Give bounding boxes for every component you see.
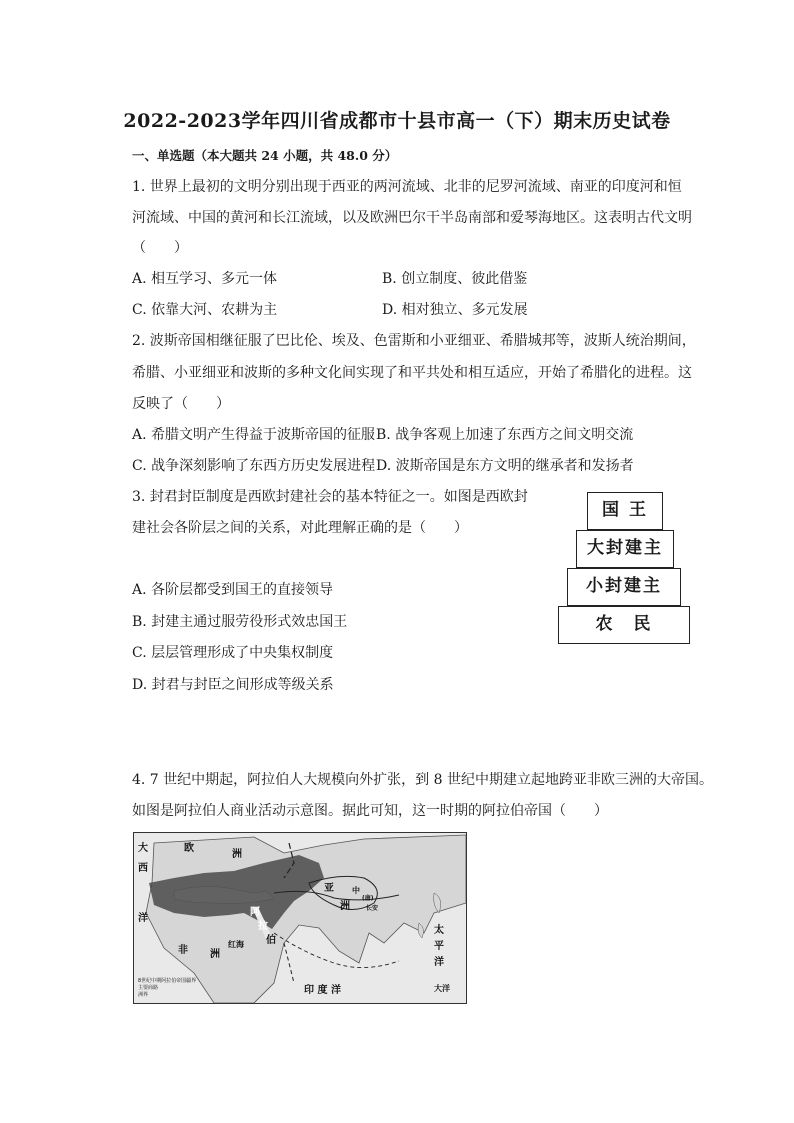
q2-line-3: 反映了（ ） <box>132 396 230 412</box>
map-label-tang: (唐) <box>362 895 374 902</box>
q1-option-a[interactable]: A. 相互学习、多元一体 <box>132 271 278 287</box>
map-label-atlantic-2: 西 <box>138 863 148 874</box>
q4-line-1: 4. 7 世纪中期起，阿拉伯人大规模向外扩张，到 8 世纪中期建立起地跨亚非欧三洲的大帝国。 <box>132 772 713 788</box>
map-label-asia-2: 洲 <box>340 901 350 912</box>
q3-option-c[interactable]: C. 层层管理形成了中央集权制度 <box>132 645 334 661</box>
map-label-red-sea: 红海 <box>228 940 244 949</box>
q2-option-b[interactable]: B. 战争客观上加速了东西方之间文明交流 <box>376 427 634 443</box>
pyramid-great-lords: 大封建主 <box>576 530 674 568</box>
q1-option-b[interactable]: B. 创立制度、彼此借鉴 <box>382 271 528 287</box>
map-label-pacific-2: 平 <box>434 941 444 952</box>
map-label-pacific-3: 洋 <box>434 957 444 968</box>
legend-empire-border: 8世纪中期阿拉伯帝国疆界 <box>138 978 197 984</box>
page-title: 2022-2023学年四川省成都市十县市高一（下）期末历史试卷 <box>123 110 671 132</box>
map-label-pacific-1: 太 <box>434 925 444 936</box>
q3-option-a[interactable]: A. 各阶层都受到国王的直接领导 <box>132 582 334 598</box>
q2-option-a[interactable]: A. 希腊文明产生得益于波斯帝国的征服 <box>132 427 376 443</box>
map-label-africa-2: 洲 <box>210 949 220 960</box>
q2-option-d[interactable]: D. 波斯帝国是东方文明的继承者和发扬者 <box>376 458 634 474</box>
map-label-indian-ocean: 印 度 洋 <box>304 985 341 996</box>
q1-line-2: 河流域、中国的黄河和长江流域，以及欧洲巴尔干半岛南部和爱琴海地区。这表明古代文明 <box>132 210 692 226</box>
q1-option-c[interactable]: C. 依靠大河、农耕为主 <box>132 302 278 318</box>
q1-line-1: 1. 世界上最初的文明分别出现于西亚的两河流域、北非的尼罗河流域、南亚的印度河和恒 <box>132 179 682 195</box>
q2-line-1: 2. 波斯帝国相继征服了巴比伦、埃及、色雷斯和小亚细亚、希腊城邦等，波斯人统治期间， <box>132 333 696 349</box>
q3-line-2: 建社会各阶层之间的关系，对此理解正确的是（ ） <box>132 520 468 536</box>
section-heading: 一、单选题（本大题共 24 小题，共 48.0 分） <box>132 148 398 163</box>
map-label-atlantic-1: 大 <box>138 843 148 854</box>
map-label-arabia-2: 拉 <box>258 921 268 932</box>
map-label-ocean-corner: 大洋 <box>434 984 450 993</box>
q1-option-d[interactable]: D. 相对独立、多元发展 <box>382 302 528 318</box>
q4-line-2: 如图是阿拉伯人商业活动示意图。据此可知，这一时期的阿拉伯帝国（ ） <box>132 803 608 819</box>
pyramid-lesser-lords: 小封建主 <box>567 568 681 606</box>
pyramid-king: 国 王 <box>587 492 663 530</box>
q2-option-c[interactable]: C. 战争深刻影响了东西方历史发展进程 <box>132 458 376 474</box>
map-label-arabia-3: 伯 <box>266 935 276 946</box>
map-label-africa-1: 非 <box>178 945 188 956</box>
q3-line-1: 3. 封君封臣制度是西欧封建社会的基本特征之一。如图是西欧封 <box>132 489 528 505</box>
map-legend <box>138 978 196 999</box>
map-label-europe-1: 欧 <box>184 843 194 854</box>
map-label-china: 中 <box>352 886 360 895</box>
map-label-atlantic-3: 洋 <box>138 913 148 924</box>
legend-continent-border: 洲界 <box>138 992 149 998</box>
map-label-europe-2: 洲 <box>232 849 242 860</box>
map-label-arabia-1: 阿 <box>250 907 260 918</box>
q3-option-b[interactable]: B. 封建主通过服劳役形式效忠国王 <box>132 614 348 630</box>
map-label-changan: 长安 <box>366 905 379 912</box>
legend-trade-route: 主要商路 <box>138 985 159 991</box>
map-label-asia-1: 亚 <box>324 883 334 894</box>
arab-trade-map <box>133 832 467 1004</box>
q1-line-3: （ ） <box>132 240 188 256</box>
q2-line-2: 希腊、小亚细亚和波斯的多种文化间实现了和平共处和相互适应，开始了希腊化的进程。这 <box>132 365 692 381</box>
pyramid-peasants: 农 民 <box>558 606 690 644</box>
q3-option-d[interactable]: D. 封君与封臣之间形成等级关系 <box>132 677 334 693</box>
